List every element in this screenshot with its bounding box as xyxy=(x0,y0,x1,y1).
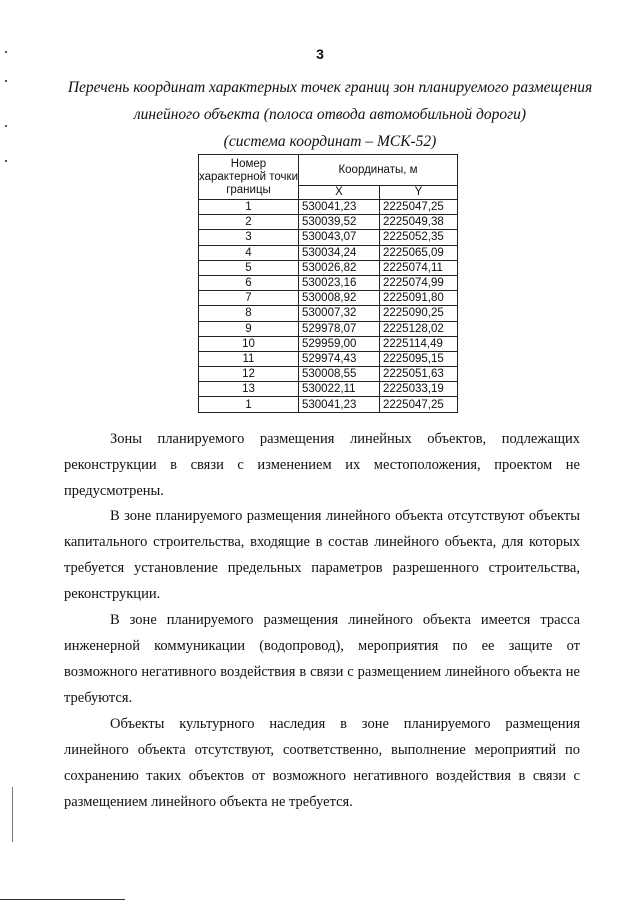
point-number-cell: 2 xyxy=(199,215,299,230)
paragraph-1-text: Зоны планируемого размещения линейных объектов, подлежащих реконструкции в связи с изменением их местоположения, проектом не предусмотрены. xyxy=(64,431,580,499)
y-coordinate-cell: 2225128,02 xyxy=(380,321,458,336)
paragraph-2-text: В зоне планируемого размещения линейного объекта отсутствуют объекты капитального строительства, входящие в состав линейного объекта, для которых требуется установление предельных параметров разрешенного строительства, реконструкции. xyxy=(64,508,580,602)
x-coordinate-cell: 530023,16 xyxy=(299,275,380,290)
x-header: X xyxy=(299,186,380,200)
point-number-cell: 13 xyxy=(199,382,299,397)
x-coordinate-cell: 529978,07 xyxy=(299,321,380,336)
point-number-cell: 4 xyxy=(199,245,299,260)
x-coordinate-cell: 530022,11 xyxy=(299,382,380,397)
y-header: Y xyxy=(380,186,458,200)
point-number-cell: 8 xyxy=(199,306,299,321)
x-coordinate-cell: 530034,24 xyxy=(299,245,380,260)
table-row xyxy=(199,367,458,382)
table-row xyxy=(199,382,458,397)
y-coordinate-cell: 2225049,38 xyxy=(380,215,458,230)
point-number-header: Номер характерной точки границы xyxy=(199,155,299,200)
y-coordinate-cell: 2225052,35 xyxy=(380,230,458,245)
point-number-cell: 9 xyxy=(199,321,299,336)
table-row xyxy=(199,291,458,306)
paragraph-3-text: В зоне планируемого размещения линейного объекта имеется трасса инженерной коммуникации (водопровод), мероприятия по ее защите от возможного негативного воздействия в связи с размещением линейного объекта не требуются. xyxy=(64,612,580,706)
point-number-cell: 3 xyxy=(199,230,299,245)
coordinates-table xyxy=(198,154,458,413)
x-coordinate-cell: 530007,32 xyxy=(299,306,380,321)
x-coordinate-cell: 530043,07 xyxy=(299,230,380,245)
table-row xyxy=(199,275,458,290)
point-number-cell: 7 xyxy=(199,291,299,306)
y-coordinate-cell: 2225065,09 xyxy=(380,245,458,260)
x-coordinate-cell: 530039,52 xyxy=(299,215,380,230)
paragraph-4 xyxy=(64,711,580,815)
table-row xyxy=(199,230,458,245)
table-row xyxy=(199,260,458,275)
table-row xyxy=(199,336,458,351)
table-row xyxy=(199,200,458,215)
table-row xyxy=(199,321,458,336)
y-coordinate-cell: 2225047,25 xyxy=(380,397,458,412)
footnote-separator xyxy=(0,899,125,900)
scan-margin-mark xyxy=(5,125,7,127)
title-line-2: линейного объекта (полоса отвода автомобильной дороги) xyxy=(133,106,527,123)
x-coordinate-cell: 530041,23 xyxy=(299,397,380,412)
table-row xyxy=(199,351,458,366)
table-title xyxy=(60,74,600,155)
paragraph-1 xyxy=(64,426,580,504)
y-coordinate-cell: 2225095,15 xyxy=(380,351,458,366)
point-number-cell: 10 xyxy=(199,336,299,351)
point-number-cell: 1 xyxy=(199,200,299,215)
x-coordinate-cell: 530008,55 xyxy=(299,367,380,382)
page-number: 3 xyxy=(316,46,324,62)
scan-margin-mark xyxy=(5,160,7,162)
x-coordinate-cell: 529959,00 xyxy=(299,336,380,351)
point-number-cell: 6 xyxy=(199,275,299,290)
title-line-3: (система координат – МСК-52) xyxy=(223,133,437,150)
point-number-cell: 12 xyxy=(199,367,299,382)
x-coordinate-cell: 529974,43 xyxy=(299,351,380,366)
point-number-cell: 11 xyxy=(199,351,299,366)
table-row xyxy=(199,306,458,321)
y-coordinate-cell: 2225091,80 xyxy=(380,291,458,306)
scan-margin-mark xyxy=(5,80,7,82)
y-coordinate-cell: 2225047,25 xyxy=(380,200,458,215)
paragraph-3 xyxy=(64,607,580,711)
y-coordinate-cell: 2225114,49 xyxy=(380,336,458,351)
y-coordinate-cell: 2225033,19 xyxy=(380,382,458,397)
point-number-cell: 1 xyxy=(199,397,299,412)
paragraph-2 xyxy=(64,503,580,607)
table-row xyxy=(199,397,458,412)
paragraph-4-text: Объекты культурного наследия в зоне планируемого размещения линейного объекта отсутствуют, соответственно, выполнение мероприятий по сохранению таких объектов от возможного негативного воздействия в связи с размещением линейного объекта не требуется. xyxy=(64,716,580,810)
scan-edge-line xyxy=(12,787,13,842)
table-row xyxy=(199,215,458,230)
title-line-1: Перечень координат характерных точек границ зон планируемого размещения xyxy=(67,79,593,96)
y-coordinate-cell: 2225074,99 xyxy=(380,275,458,290)
table-row xyxy=(199,245,458,260)
point-number-cell: 5 xyxy=(199,260,299,275)
y-coordinate-cell: 2225051,63 xyxy=(380,367,458,382)
x-coordinate-cell: 530026,82 xyxy=(299,260,380,275)
coordinates-table-body xyxy=(199,200,458,413)
x-coordinate-cell: 530008,92 xyxy=(299,291,380,306)
y-coordinate-cell: 2225074,11 xyxy=(380,260,458,275)
coordinates-header: Координаты, м xyxy=(299,155,458,186)
y-coordinate-cell: 2225090,25 xyxy=(380,306,458,321)
scan-margin-mark xyxy=(5,51,7,53)
x-coordinate-cell: 530041,23 xyxy=(299,200,380,215)
